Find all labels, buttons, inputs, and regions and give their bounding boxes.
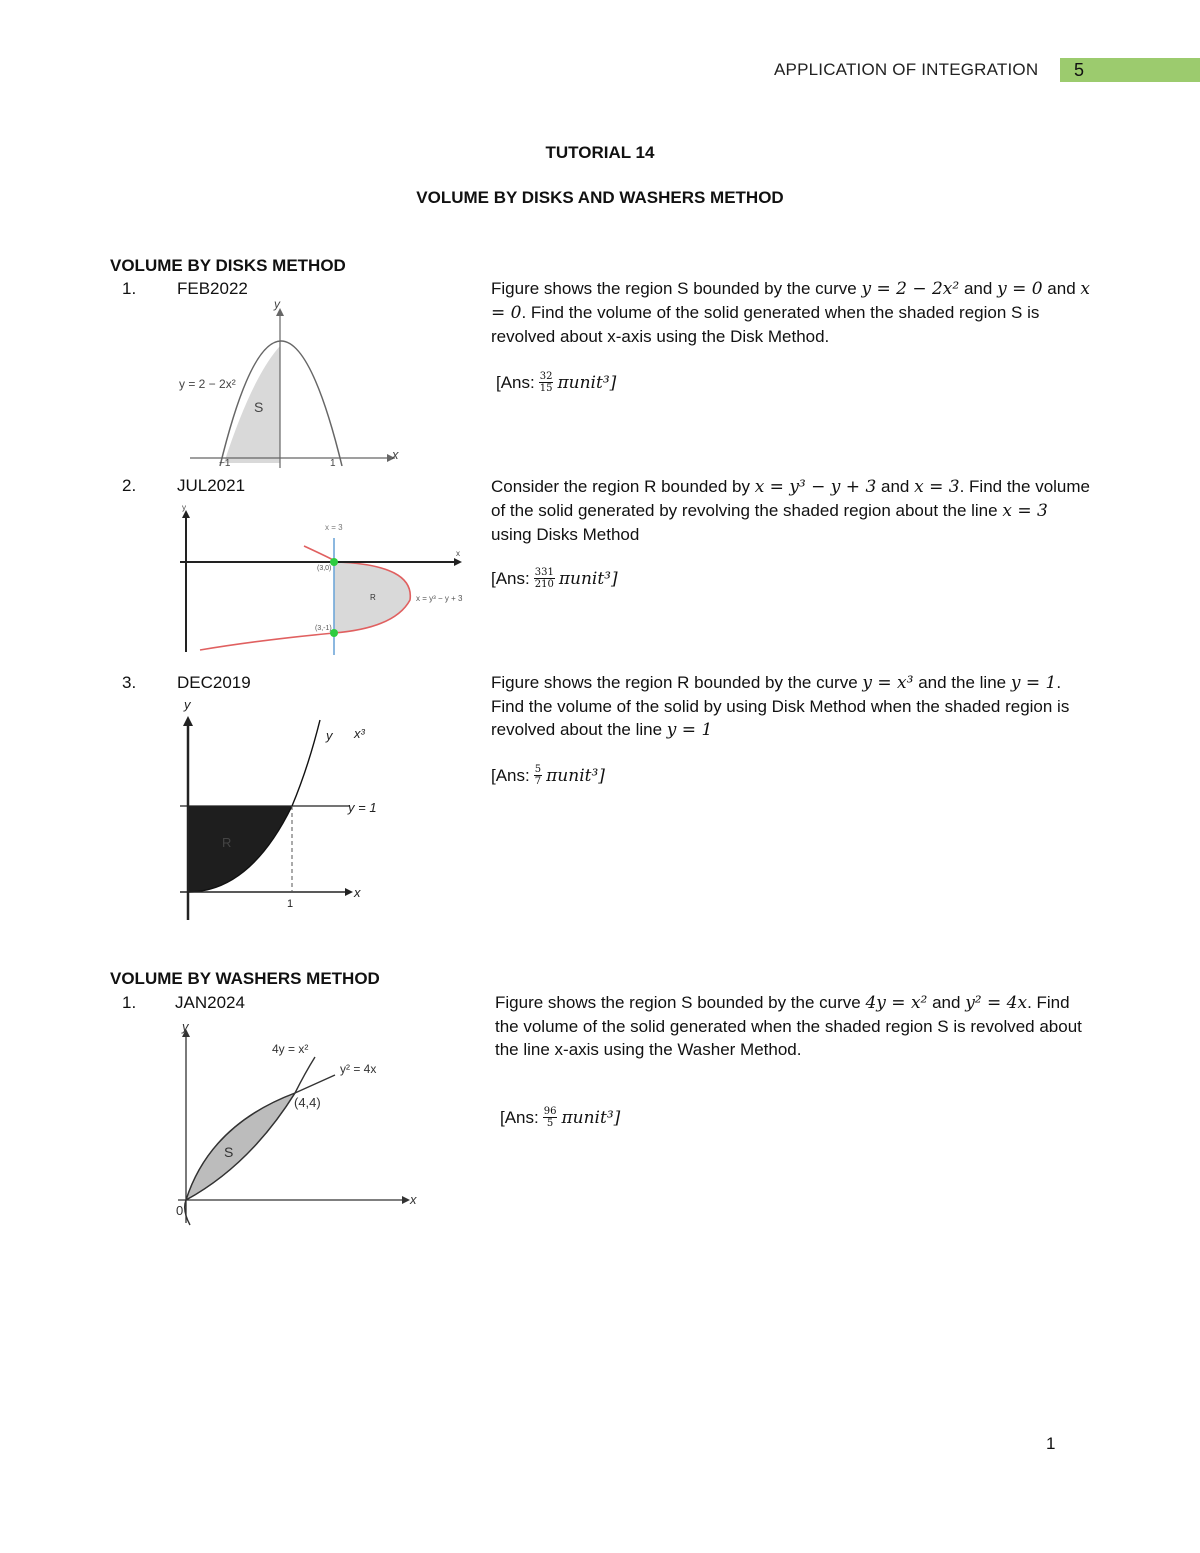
x-axis-label: x bbox=[456, 549, 460, 558]
y-axis-label: y bbox=[274, 297, 280, 311]
y-axis-label: y bbox=[182, 1019, 189, 1034]
x-axis-label: x bbox=[410, 1192, 417, 1207]
question-number: 3. bbox=[122, 673, 137, 692]
question-number: 2. bbox=[122, 476, 137, 495]
intersection-label: (4,4) bbox=[294, 1095, 321, 1110]
figure-parabola bbox=[170, 296, 410, 474]
washers-section-heading: VOLUME BY WASHERS METHOD bbox=[110, 969, 380, 988]
running-header-title: APPLICATION OF INTEGRATION bbox=[774, 60, 1039, 79]
tutorial-title: TUTORIAL 14 bbox=[545, 143, 655, 162]
curve-label-y: y bbox=[326, 728, 333, 743]
curve-label: y = 2 − 2x² bbox=[179, 377, 236, 391]
answer: [Ans: $\frac{96}{5}$ πunit³] bbox=[500, 1106, 621, 1129]
curve-label-x3: x³ bbox=[354, 726, 365, 741]
answer: [Ans: $\frac{5}{7}$ πunit³] bbox=[491, 764, 605, 787]
curve-label: x = y³ − y + 3 bbox=[416, 594, 463, 603]
region-label: S bbox=[254, 399, 264, 415]
exam-code: JUL2021 bbox=[177, 476, 246, 495]
answer: [Ans: $\frac{32}{15}$ πunit³] bbox=[496, 371, 617, 394]
disks-section-heading: VOLUME BY DISKS METHOD bbox=[110, 256, 346, 275]
answer: [Ans: $\frac{331}{210}$ πunit³] bbox=[491, 567, 618, 590]
x-axis-label: x bbox=[392, 447, 399, 462]
tick-label: 1 bbox=[330, 458, 336, 469]
region-label: R bbox=[222, 835, 232, 850]
x-axis-label: x bbox=[354, 885, 361, 900]
curve-label: 4y = x² bbox=[272, 1042, 309, 1056]
figure-washer bbox=[170, 1015, 430, 1230]
line-label: y = 1 bbox=[348, 800, 377, 815]
question-text: Consider the region R bounded by x = y³ − y + 3 and x = 3. Find the volume of the solid generated by revolving the shaded region about the line x = 3 using Disks Method bbox=[491, 477, 1090, 544]
curve-label: y² = 4x bbox=[340, 1062, 377, 1076]
figure-cube-curve bbox=[170, 692, 400, 924]
tick-label: −1 bbox=[219, 458, 231, 469]
y-axis-label: y bbox=[182, 503, 186, 512]
tick-label: 1 bbox=[287, 898, 294, 910]
point-label: (3,0) bbox=[317, 565, 332, 572]
region-label: S bbox=[224, 1144, 234, 1160]
exam-code: FEB2022 bbox=[177, 279, 248, 298]
question-text: Figure shows the region R bounded by the curve y = x³ and the line y = 1. Find the volume of the solid by using Disk Method when the shaded region is revolved about the line y = 1 bbox=[491, 673, 1070, 740]
page-number: 1 bbox=[1046, 1434, 1056, 1453]
line-label: x = 3 bbox=[325, 523, 343, 532]
question-text: Figure shows the region S bounded by the curve 4y = x² and y² = 4x. Find the volume of the solid generated when the shaded region S is revolved about the line x-axis using the Washer Method. bbox=[495, 993, 1082, 1059]
header-page-number: 5 bbox=[1074, 60, 1085, 80]
origin-label: 0 bbox=[176, 1203, 184, 1218]
question-number: 1. bbox=[122, 993, 137, 1012]
tutorial-subtitle: VOLUME BY DISKS AND WASHERS METHOD bbox=[416, 188, 784, 207]
exam-code: JAN2024 bbox=[175, 993, 245, 1012]
region-label: R bbox=[370, 593, 376, 602]
point-label: (3,-1) bbox=[315, 625, 332, 632]
figure-cubic bbox=[170, 500, 470, 660]
question-text: Figure shows the region S bounded by the curve y = 2 − 2x² and y = 0 and x = 0. Find the volume of the solid generated when the shaded region S is revolved about x-axis using the Disk Method. bbox=[491, 279, 1090, 346]
exam-code: DEC2019 bbox=[177, 673, 251, 692]
y-axis-label: y bbox=[184, 697, 191, 712]
question-number: 1. bbox=[122, 279, 137, 298]
